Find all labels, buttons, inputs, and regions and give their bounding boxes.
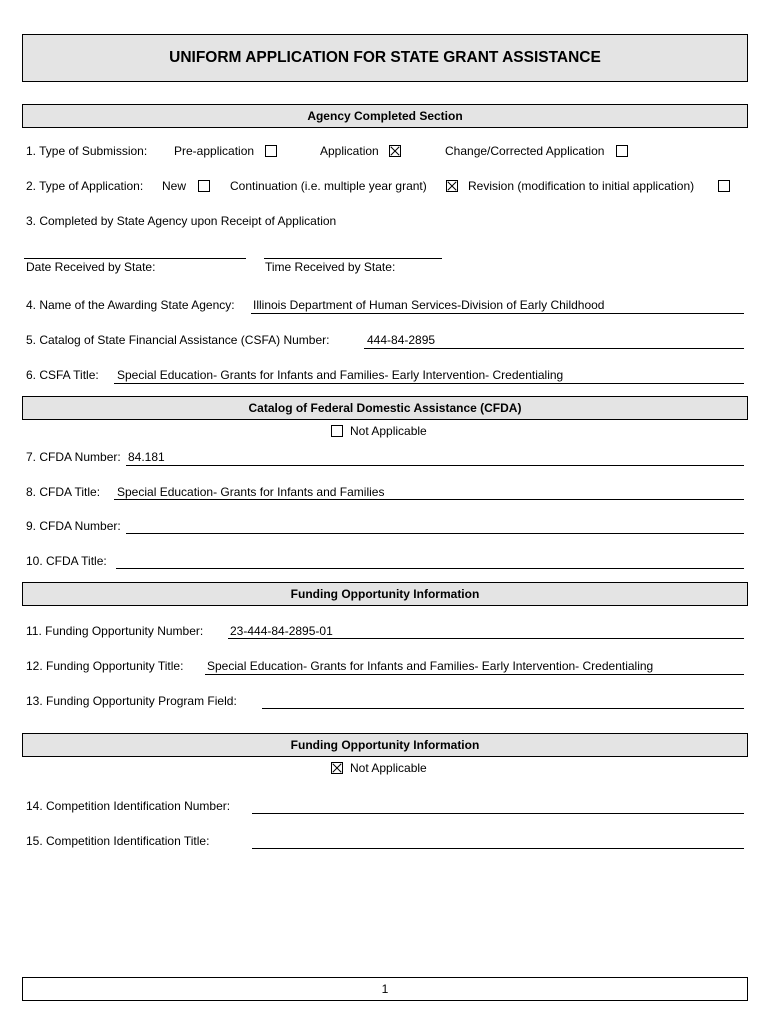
q9-label: 9. CFDA Number: <box>26 519 121 533</box>
q14-label: 14. Competition Identification Number: <box>26 799 231 813</box>
competition-title-field[interactable] <box>252 848 744 849</box>
date-received-label: Date Received by State: <box>26 260 156 274</box>
program-field-field[interactable] <box>262 708 744 709</box>
csfa-number-value: 444-84-2895 <box>367 333 436 347</box>
q4-label: 4. Name of the Awarding State Agency: <box>26 298 235 312</box>
q15-label: 15. Competition Identification Title: <box>26 834 210 848</box>
time-received-line[interactable] <box>264 258 442 259</box>
awarding-agency-value: Illinois Department of Human Services-Division of Early Childhood <box>253 298 605 312</box>
q13-label: 13. Funding Opportunity Program Field: <box>26 694 237 708</box>
funding-title-value: Special Education- Grants for Infants and Families- Early Intervention- Credentialing <box>207 659 654 673</box>
q5-label: 5. Catalog of State Financial Assistance (CSFA) Number: <box>26 333 330 347</box>
competition-not-applicable-label: Not Applicable <box>350 761 427 775</box>
funding-number-field[interactable] <box>228 638 744 639</box>
cfda-number-value: 84.181 <box>128 450 165 464</box>
awarding-agency-field[interactable] <box>251 313 744 314</box>
q6-label: 6. CSFA Title: <box>26 368 99 382</box>
revision-label: Revision (modification to initial application) <box>468 179 695 193</box>
time-received-label: Time Received by State: <box>265 260 396 274</box>
date-received-line[interactable] <box>24 258 246 259</box>
change-corrected-label: Change/Corrected Application <box>445 144 605 158</box>
q12-label: 12. Funding Opportunity Title: <box>26 659 184 673</box>
cfda-title-value: Special Education- Grants for Infants and Families <box>117 485 385 499</box>
competition-section-header: Funding Opportunity Information <box>22 733 748 757</box>
q2-label: 2. Type of Application: <box>26 179 144 193</box>
csfa-number-field[interactable] <box>364 348 744 349</box>
cfda-number-field[interactable] <box>126 465 744 466</box>
cfda-number-2-field[interactable] <box>126 533 744 534</box>
page-number: 1 <box>381 982 389 996</box>
competition-number-field[interactable] <box>252 813 744 814</box>
q1-label: 1. Type of Submission: <box>26 144 148 158</box>
cfda-title-2-field[interactable] <box>116 568 744 569</box>
cfda-title-field[interactable] <box>114 499 744 500</box>
funding-number-value: 23-444-84-2895-01 <box>230 624 333 638</box>
cfda-not-applicable-checkbox[interactable] <box>331 425 343 437</box>
new-checkbox[interactable] <box>198 180 210 192</box>
csfa-title-field[interactable] <box>114 383 744 384</box>
page-footer <box>22 977 748 1001</box>
revision-checkbox[interactable] <box>718 180 730 192</box>
form-title: UNIFORM APPLICATION FOR STATE GRANT ASSISTANCE <box>22 34 748 82</box>
change-corrected-checkbox[interactable] <box>616 145 628 157</box>
continuation-label: Continuation (i.e. multiple year grant) <box>230 179 427 193</box>
cfda-not-applicable-label: Not Applicable <box>350 424 427 438</box>
continuation-checkbox[interactable] <box>446 180 458 192</box>
new-label: New <box>162 179 187 193</box>
q3-label: 3. Completed by State Agency upon Receipt of Application <box>26 214 337 228</box>
q7-label: 7. CFDA Number: <box>26 450 121 464</box>
agency-section-header: Agency Completed Section <box>22 104 748 128</box>
cfda-section-header: Catalog of Federal Domestic Assistance (CFDA) <box>22 396 748 420</box>
funding-section-header: Funding Opportunity Information <box>22 582 748 606</box>
q10-label: 10. CFDA Title: <box>26 554 107 568</box>
pre-application-label: Pre-application <box>174 144 255 158</box>
competition-not-applicable-checkbox[interactable] <box>331 762 343 774</box>
csfa-title-value: Special Education- Grants for Infants and Families- Early Intervention- Credentialing <box>117 368 564 382</box>
pre-application-checkbox[interactable] <box>265 145 277 157</box>
q8-label: 8. CFDA Title: <box>26 485 101 499</box>
application-label: Application <box>320 144 379 158</box>
application-checkbox[interactable] <box>389 145 401 157</box>
q11-label: 11. Funding Opportunity Number: <box>26 624 204 638</box>
funding-title-field[interactable] <box>205 674 744 675</box>
